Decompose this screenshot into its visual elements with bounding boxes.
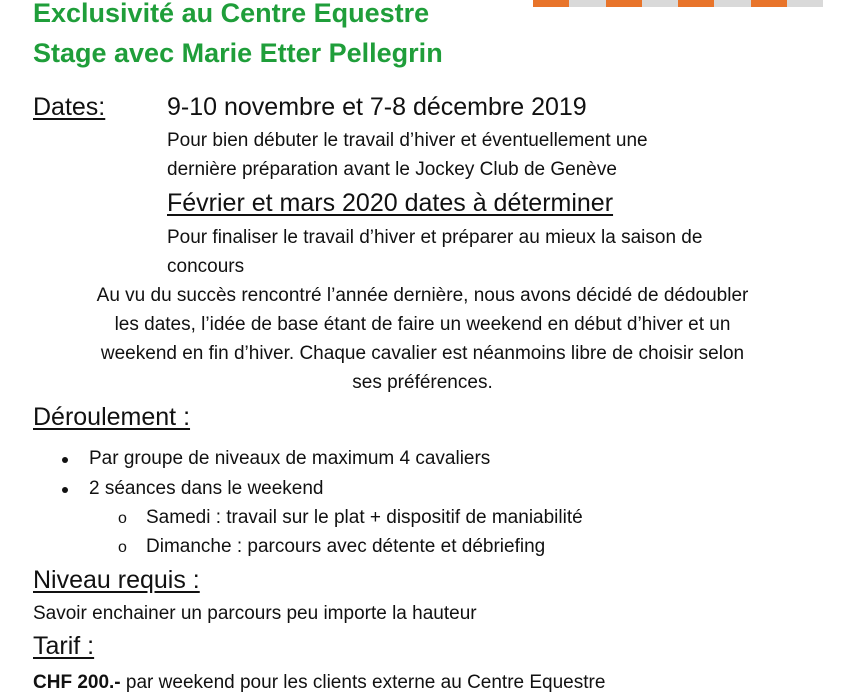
niveau-text: Savoir enchainer un parcours peu importe la hauteur [33,603,477,624]
stripe-segment [714,0,750,7]
second-dates-desc-1: Pour finaliser le travail d’hiver et préparer au mieux la saison de [167,227,703,248]
stripe-segment [533,0,569,7]
first-dates: 9-10 novembre et 7-8 décembre 2019 [167,93,587,121]
decorative-stripe [533,0,823,7]
dates-note-line-2: les dates, l’idée de base étant de faire un weekend en début d’hiver et un [114,314,731,335]
stripe-segment [751,0,787,7]
dates-note-line-4: ses préférences. [352,372,493,393]
stripe-segment [787,0,823,7]
stripe-segment [569,0,605,7]
second-dates-desc-2: concours [167,256,245,277]
second-dates: Février et mars 2020 dates à déterminer [167,189,614,217]
niveau-heading: Niveau requis : [33,566,200,594]
stripe-segment [678,0,714,7]
title-line-1: Exclusivité au Centre Equestre [33,0,430,28]
title-line-2: Stage avec Marie Etter Pellegrin [33,38,443,68]
deroulement-heading: Déroulement : [33,403,191,431]
dates-note-line-3: weekend en fin d’hiver. Chaque cavalier est néanmoins libre de choisir selon [100,343,745,364]
stripe-segment [606,0,642,7]
first-dates-desc-2: dernière préparation avant le Jockey Club de Genève [167,159,617,180]
dates-note-line-1: Au vu du succès rencontré l’année dernière, nous avons décidé de dédoubler [96,285,749,306]
dates-heading: Dates: [33,93,106,121]
sub-bullet-icon: o [118,539,127,556]
first-dates-desc-1: Pour bien débuter le travail d’hiver et éventuellement une [167,130,648,151]
stripe-segment [642,0,678,7]
tarif-line [33,672,605,694]
bullet-dot-icon [62,457,68,463]
sub-bullet-item-1: Samedi : travail sur le plat + dispositif de maniabilité [146,507,583,528]
tarif-price: CHF 200.- [33,672,121,693]
sub-bullet-icon: o [118,510,127,527]
tarif-heading: Tarif : [33,632,95,660]
tarif-text: par weekend pour les clients externe au Centre Equestre [120,672,606,693]
bullet-dot-icon [62,487,68,493]
bullet-item-1: Par groupe de niveaux de maximum 4 cavaliers [89,448,491,469]
bullet-item-2: 2 séances dans le weekend [89,478,324,499]
sub-bullet-item-2: Dimanche : parcours avec détente et débriefing [146,536,546,557]
